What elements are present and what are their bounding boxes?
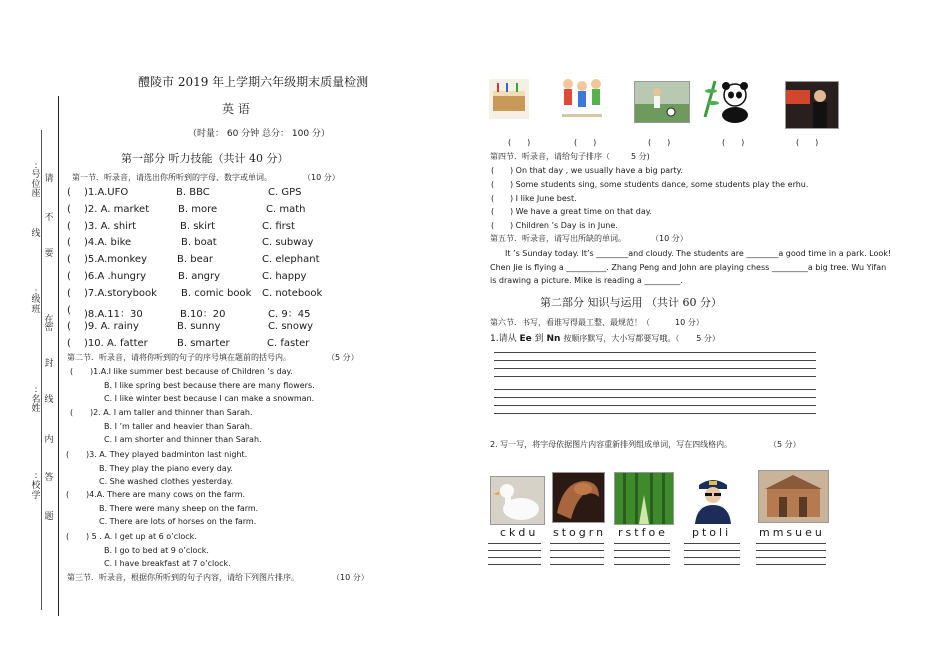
question-option-b: B. boat [181, 237, 217, 249]
answer-line[interactable] [550, 543, 604, 544]
question-option-a: )9. A. rainy [84, 321, 139, 333]
answer-bracket[interactable]: ( [66, 532, 70, 541]
question-option-b: B. They play the piano every day. [99, 463, 233, 473]
scrambled-word: ckdu [500, 526, 539, 539]
sentence-item: ) We have a great time on that day. [510, 207, 652, 217]
question-option-b: B. smarter [177, 338, 230, 350]
answer-bracket[interactable]: ( [491, 179, 495, 189]
answer-bracket[interactable]: ( [67, 237, 71, 249]
cake-party-picture [488, 78, 530, 120]
picture-order-bracket[interactable]: ( ) [722, 138, 745, 147]
scrambled-word: mmsueu [759, 526, 825, 539]
sec6-q1-to: Nn [546, 334, 561, 344]
gutter-notice-char: 要 [44, 249, 54, 259]
gutter-notice-char: 请 [44, 174, 54, 184]
question-option-b: B. more [178, 203, 218, 215]
sec2-score: （5 分） [327, 353, 359, 362]
question-option-a: )8.A.11：30 [84, 308, 143, 320]
gutter-notice-char: 在 [44, 315, 54, 325]
sec3-score: （10 分） [332, 573, 369, 582]
question-option-b: B. skirt [180, 220, 216, 232]
question-option-c: C. I am shorter and thinner than Sarah. [104, 435, 262, 444]
answer-line[interactable] [488, 543, 541, 544]
gutter-char: 校 [31, 481, 41, 491]
question-option-c: C. 9：45 [268, 308, 311, 320]
question-option-b: B. bear [177, 254, 213, 266]
answer-line[interactable] [684, 564, 740, 565]
answer-bracket[interactable]: ( [70, 408, 74, 417]
gutter-notice-char: 题 [44, 512, 54, 522]
question-option-c: C. I like winter best because I can make a snowman. [104, 394, 315, 403]
answer-bracket[interactable]: ( [70, 367, 74, 376]
sec6-q1-mid: 到 [534, 334, 544, 344]
gutter-char: 座 [31, 189, 41, 199]
question-option-a: )2. A. I am taller and thinner than Sarah. [90, 408, 253, 417]
answer-bracket[interactable]: ( [67, 220, 71, 232]
sec1-score: （10 分） [303, 173, 340, 182]
sec6-q1-suffix: 按顺序默写，大小写都要写哦。（ [563, 334, 680, 343]
gutter-char: : [34, 385, 38, 395]
answer-line[interactable] [756, 543, 826, 544]
answer-line[interactable] [684, 550, 740, 551]
sec2-title: 第二节．听录音，请将你听到的句子的序号填在题前的括号内。 [67, 353, 291, 362]
binding-line [58, 96, 59, 616]
question-option-a: )10. A. fatter [84, 338, 148, 350]
question-option-c: C. faster [267, 338, 310, 350]
question-option-c: C. GPS [268, 187, 302, 198]
arm-muscle-picture [552, 472, 605, 523]
answer-bracket[interactable]: ( [67, 321, 71, 333]
question-option-c: C. subway [262, 237, 314, 249]
question-option-a: )6.A .hungry [84, 271, 147, 282]
answer-line[interactable] [488, 564, 541, 565]
question-option-a: )3. A. They played badminton last night. [86, 450, 248, 459]
answer-line[interactable] [614, 543, 670, 544]
question-option-c: C. snowy [268, 321, 314, 333]
scrambled-word: rstfoe [618, 526, 668, 539]
question-option-a: )4.A. There are many cows on the farm. [86, 490, 246, 499]
subject-title: 英 语 [222, 102, 250, 116]
answer-line[interactable] [614, 557, 670, 558]
question-option-b: B. There were many sheep on the farm. [99, 503, 259, 513]
picture-order-bracket[interactable]: ( ) [508, 138, 531, 147]
gutter-char: 级 [31, 295, 41, 305]
passage-line: Chen Jie is flying a __________. Zhang Peng and John are playing chess _________a big tree. Wu Yifan [490, 262, 887, 272]
scrambled-word: ptoli [692, 526, 732, 539]
question-option-c: C. There are lots of horses on the farm. [99, 517, 257, 526]
answer-line[interactable] [550, 557, 604, 558]
question-option-b: B. angry [178, 271, 221, 282]
answer-line[interactable] [756, 557, 826, 558]
answer-bracket[interactable]: ( [491, 221, 495, 231]
seal-line [41, 130, 42, 610]
gutter-char: 号 [31, 170, 41, 180]
gutter-char: 学 [31, 491, 41, 501]
gutter-char: : [34, 471, 38, 481]
man-at-event-picture [785, 81, 839, 129]
question-option-c: C. happy [262, 271, 307, 282]
panda-picture [700, 76, 758, 124]
children-dancing-picture [555, 73, 609, 123]
gutter-notice-char: 密 [44, 323, 54, 333]
scrambled-word: stogrn [553, 526, 607, 539]
question-option-b: B. I ’m taller and heavier than Sarah. [104, 421, 253, 431]
answer-bracket[interactable]: ( [491, 207, 495, 217]
sec6-title: 第六节．书写，看谁写得最工整、最规范！（ [490, 318, 650, 327]
sec1-title: 第一节．听录音，请选出你所听到的字母、数字或单词。 [72, 173, 272, 182]
answer-line[interactable] [756, 550, 826, 551]
gutter-line-label: 线 [31, 229, 41, 239]
answer-line[interactable] [550, 564, 604, 565]
answer-bracket[interactable]: ( [66, 490, 70, 499]
sentence-item: ) On that day , we usually have a big party. [510, 166, 683, 175]
answer-bracket[interactable]: ( [491, 166, 495, 175]
sec6-q2: 2. 写一写，将字母依据图片内容重新排列组成单词，写在四线格内。 [490, 440, 733, 449]
answer-line[interactable] [684, 543, 740, 544]
part1-heading: 第一部分 听力技能（共计 40 分） [121, 152, 289, 165]
gutter-notice-char: 内 [44, 435, 54, 445]
question-option-b: B.10：20 [180, 308, 226, 320]
sec4-title: 第四节．听录音，请给句子排序（ [490, 152, 610, 161]
question-option-a: )7.A.storybook [84, 287, 157, 299]
answer-line[interactable] [488, 557, 541, 558]
question-option-c: C. I have breakfast at 7 o’clock. [104, 559, 231, 568]
question-option-a: )3. A. shirt [84, 220, 137, 232]
pilot-picture [684, 474, 742, 525]
sec6-q1-score: 5 分） [696, 334, 720, 343]
question-option-b: B. comic book [181, 287, 252, 299]
answer-bracket[interactable]: ( [67, 271, 71, 282]
gutter-notice-char: 线 [44, 395, 54, 405]
sec6-q1-from: Ee [519, 334, 532, 344]
sentence-item: ) I like June best. [510, 193, 577, 203]
answer-bracket[interactable]: ( [491, 193, 495, 203]
picture-order-bracket[interactable]: ( ) [796, 138, 819, 147]
question-option-b: B. sunny [177, 321, 221, 333]
question-option-a: ) 5 . A. I get up at 6 o’clock. [86, 532, 197, 541]
answer-bracket[interactable]: ( [67, 338, 71, 350]
forest-picture [614, 472, 674, 525]
answer-line[interactable] [614, 564, 670, 565]
answer-line[interactable] [684, 557, 740, 558]
sec5-score: （10 分） [651, 234, 688, 243]
sec6-q1 [490, 331, 720, 344]
question-option-a: )1.A.I like summer best because of Children ’s day. [90, 367, 293, 376]
gutter-char: 位 [31, 180, 41, 190]
picture-order-bracket[interactable]: ( ) [574, 138, 597, 147]
gutter-char: 姓 [31, 404, 41, 414]
answer-bracket[interactable]: ( [67, 187, 71, 198]
gutter-char: 班 [31, 305, 41, 315]
gutter-char: 名 [31, 395, 41, 405]
football-picture [634, 81, 690, 123]
gutter-notice-char: 不 [44, 213, 54, 223]
passage-line: is drawing a picture. Mike is reading a _________. [490, 276, 683, 286]
sec3-title: 第三节．听录音，根据你所听到的句子内容，请给下列图片排序。 [67, 573, 299, 582]
question-option-a: )5.A.monkey [84, 254, 147, 266]
sentence-item: ) Some students sing, some students dance, some students play the erhu. [510, 179, 809, 189]
gutter-notice-char: 封 [44, 359, 54, 369]
question-option-c: C. notebook [262, 287, 323, 299]
answer-bracket[interactable]: ( [67, 254, 71, 266]
question-option-a: )4.A. bike [84, 237, 132, 249]
sec5-title: 第五节．听录音，请写出所缺的单词。 [490, 234, 626, 243]
sentence-item: ) Children ’s Day is in June. [510, 221, 618, 231]
answer-bracket[interactable]: ( [67, 304, 71, 316]
picture-order-bracket[interactable]: ( ) [648, 138, 671, 147]
museum-picture [758, 470, 829, 523]
question-option-b: B. I like spring best because there are many flowers. [104, 380, 315, 390]
question-option-c: C. elephant [262, 254, 320, 266]
question-option-a: )1.A.UFO [84, 187, 129, 198]
sec6-q2-score: （5 分） [769, 440, 801, 449]
question-option-a: )2. A. market [84, 203, 150, 215]
question-option-c: C. first [262, 220, 295, 232]
answer-line[interactable] [756, 564, 826, 565]
duck-picture [490, 476, 545, 525]
part2-heading: 第二部分 知识与运用 （共计 60 分） [540, 296, 722, 309]
passage-line: It ’s Sunday today. It’s ________and cloudy. The students are ________a good time in a park. Look! [505, 249, 892, 258]
sec6-score: 10 分） [675, 318, 704, 327]
question-option-b: B. BBC [176, 187, 210, 198]
answer-bracket[interactable]: ( [67, 287, 71, 299]
question-option-c: C. math [266, 203, 306, 215]
exam-title: 醴陵市 2019 年上学期六年级期末质量检测 [138, 75, 369, 89]
sec6-q1-prefix: 1.请从 [490, 334, 517, 344]
exam-meta: （时量： 60 分钟 总分： 100 分） [188, 129, 330, 139]
question-option-c: C. She washed clothes yesterday. [99, 477, 234, 486]
answer-line[interactable] [488, 550, 541, 551]
answer-line[interactable] [614, 550, 670, 551]
answer-bracket[interactable]: ( [66, 450, 70, 459]
sec4-score: 5 分) [631, 152, 650, 161]
question-option-b: B. I go to bed at 9 o’clock. [104, 545, 209, 555]
gutter-char: : [34, 161, 38, 171]
gutter-char: : [34, 287, 38, 297]
gutter-notice-char: 答 [44, 473, 54, 483]
answer-line[interactable] [550, 550, 604, 551]
answer-bracket[interactable]: ( [67, 203, 71, 215]
